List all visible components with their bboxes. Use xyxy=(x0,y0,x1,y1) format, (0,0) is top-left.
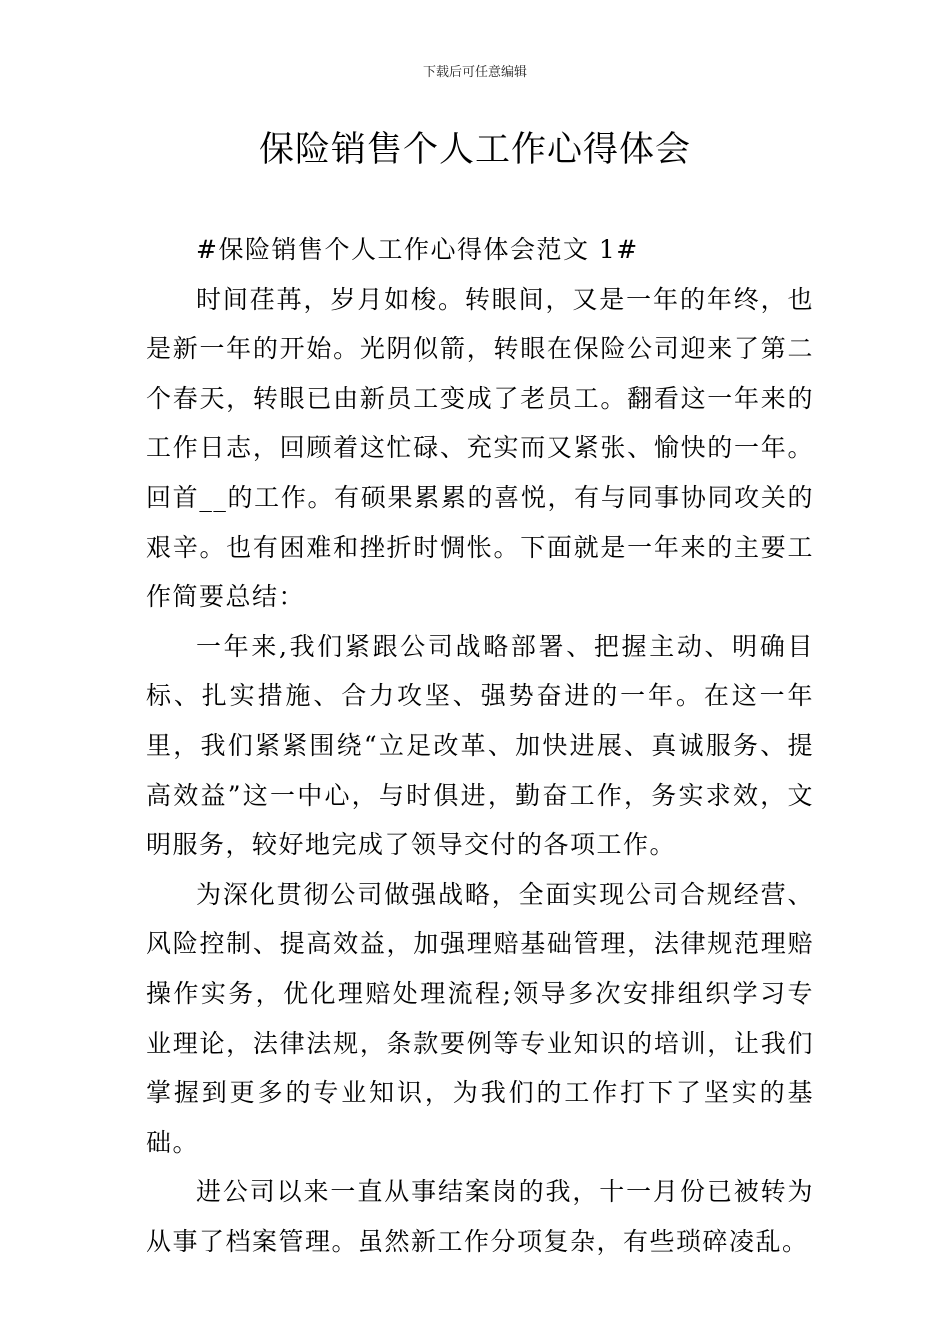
document-title: 保险销售个人工作心得体会 xyxy=(258,130,691,170)
paragraph-3: 为深化贯彻公司做强战略，全面实现公司合规经营、风险控制、提高效益，加强理赔基础管理，法律规范理赔操作实务，优化理赔处理流程;领导多次安排组织学习专业理论，法律法规，条款要例等专业知识的培训，让我们掌握到更多的专业知识，为我们的工作打下了坚实的基础。 xyxy=(146,879,814,1157)
document-body xyxy=(146,225,814,1266)
paragraph-4: 进公司以来一直从事结案岗的我，十一月份已被转为从事了档案管理。虽然新工作分项复杂，有些琐碎凌乱。 xyxy=(146,1177,814,1256)
paragraph-1: 时间荏苒，岁月如梭。转眼间，又是一年的年终，也是新一年的开始。光阴似箭，转眼在保险公司迎来了第二个春天，转眼已由新员工变成了老员工。翻看这一年来的工作日志，回顾着这忙碌、充实而又紧张、愉快的一年。回首__的工作。有硕果累累的喜悦，有与同事协同攻关的艰辛。也有困难和挫折时惆怅。下面就是一年来的主要工作简要总结： xyxy=(146,284,814,612)
section-heading: #保险销售个人工作心得体会范文 1# xyxy=(196,235,639,264)
paragraph-2: 一年来,我们紧跟公司战略部署、把握主动、明确目标、扎实措施、合力攻坚、强势奋进的一年。在这一年里，我们紧紧围绕“立足改革、加快进展、真诚服务、提高效益”这一中心，与时俱进，勤奋工作，务实求效，文明服务，较好地完成了领导交付的各项工作。 xyxy=(146,631,814,860)
header-note: 下载后可任意编辑 xyxy=(422,65,527,80)
